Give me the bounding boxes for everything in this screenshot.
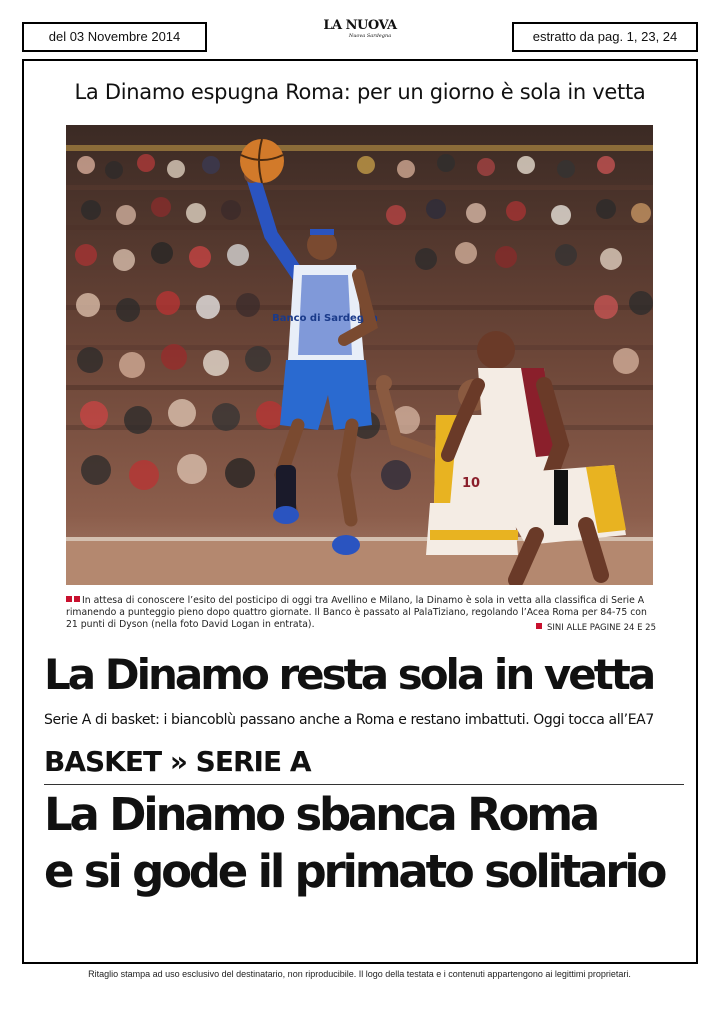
page-extract-box <box>512 22 698 52</box>
article-headline <box>44 786 689 900</box>
bullet-square-icon <box>536 623 542 629</box>
subheadline: Serie A di basket: i biancoblù passano anche a Roma e restano imbattuti. Oggi tocca all’EA7 <box>44 712 654 728</box>
bullet-square-icon <box>74 596 80 602</box>
opponent-number: 10 <box>462 476 481 491</box>
top-headline: La Dinamo espugna Roma: per un giorno è sola in vetta <box>74 80 646 104</box>
article-photo <box>66 125 653 585</box>
publication-date: del 03 Novembre 2014 <box>48 29 181 44</box>
newspaper-logo-subtitle: Nuova Sardegna <box>348 33 392 39</box>
photo-caption-text: In attesa di conoscere l’esito del posticipo di oggi tra Avellino e Milano, la Dinamo è sola in vetta alla classifica di Serie A rimanendo a punteggio pieno dopo quattro giornate. Il Banco è passato al PalaTiziano, regolando l’Acea Roma per 84-75 con 21 punti di Dyson (nella foto David Logan in entrata). <box>66 595 647 630</box>
page-reference-text: SINI ALLE PAGINE 24 E 25 <box>546 623 656 633</box>
section-divider <box>44 784 684 785</box>
main-headline: La Dinamo resta sola in vetta <box>44 650 654 699</box>
article-headline-line-1: La Dinamo sbanca Roma <box>44 788 598 841</box>
page-extract-label: estratto da pag. 1, 23, 24 <box>532 29 678 44</box>
photo-caption-block <box>66 595 656 631</box>
jersey-text: Banco di Sardegna <box>272 313 378 324</box>
page-reference <box>536 623 656 633</box>
section-label: BASKET » SERIE A <box>44 745 311 778</box>
date-box <box>22 22 207 52</box>
article-headline-line-2: e si gode il primato solitario <box>44 845 665 898</box>
newspaper-logo: LA NUOVA <box>323 18 397 33</box>
copyright-footer: Ritaglio stampa ad uso esclusivo del destinatario, non riproducibile. Il logo della testata e i contenuti appartengono ai legittimi proprietari. <box>88 969 631 979</box>
bullet-square-icon <box>66 596 72 602</box>
